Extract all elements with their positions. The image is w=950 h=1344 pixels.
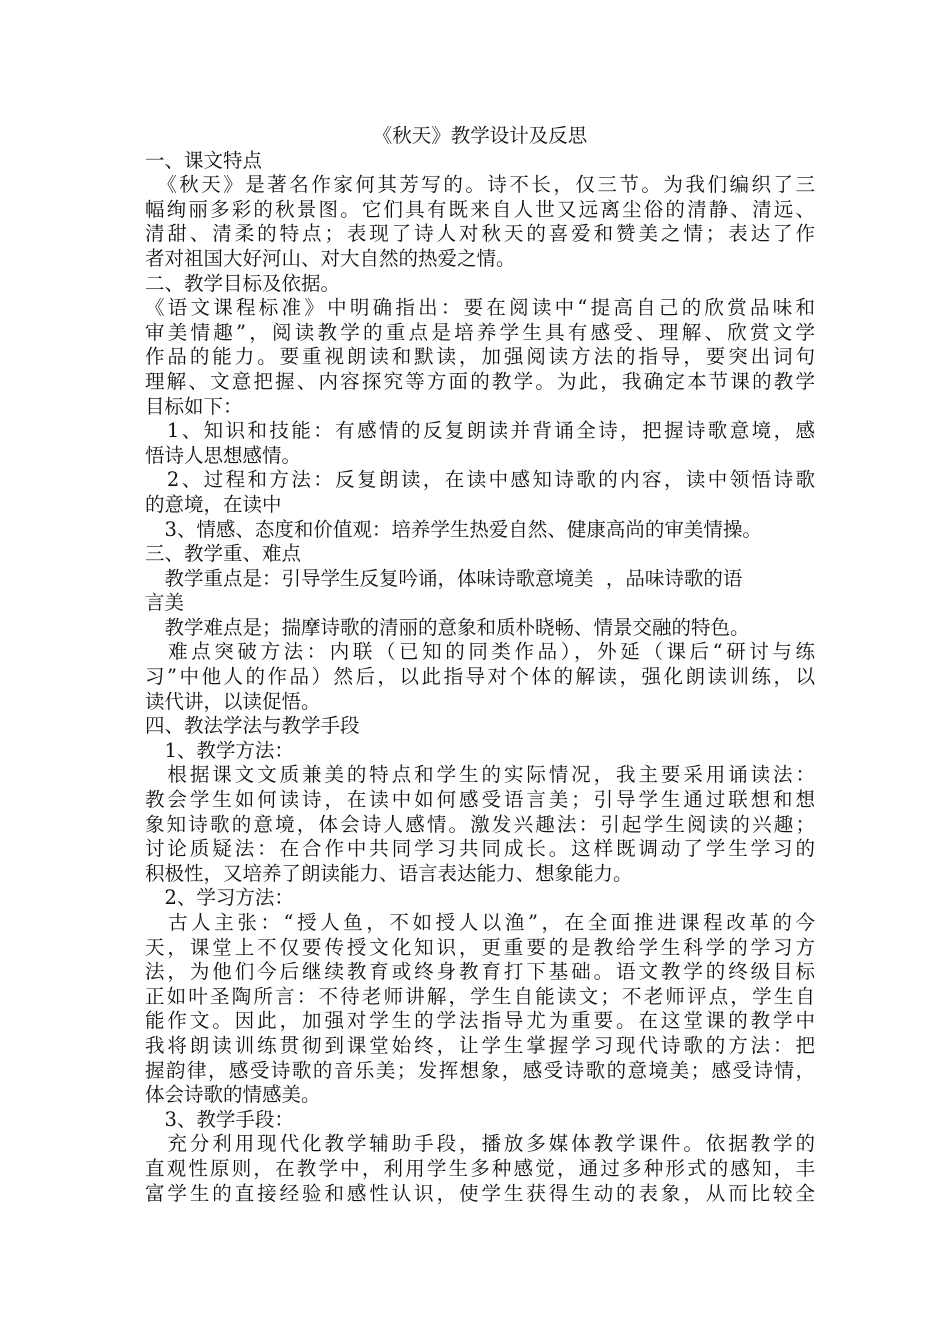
text-line: 古人主张：“授人鱼，不如授人以渔”，在全面推进课程改革的今 <box>145 911 815 934</box>
text-line: 目标如下： <box>145 394 243 418</box>
text-line: 根据课文文质兼美的特点和学生的实际情况，我主要采用诵读法： <box>145 763 815 787</box>
text-line: 四、教法学法与教学手段 <box>145 714 360 738</box>
text-line: 审美情趣”，阅读教学的重点是培养学生具有感受、理解、欣赏文学 <box>145 320 815 344</box>
text-line: 理解、文意把握、内容探究等方面的教学。为此，我确定本节课的教学 <box>145 369 815 393</box>
text-line: 充分利用现代化教学辅助手段，播放多媒体教学课件。依据教学的 <box>145 1132 815 1156</box>
text-line: 正如叶圣陶所言：不待老师讲解，学生自能读文；不老师评点，学生自 <box>145 984 815 1008</box>
text-line: 3、教学手段： <box>145 1107 294 1131</box>
text-line: 读代讲，以读促悟。 <box>145 689 321 713</box>
text-line: 2、过程和方法：反复朗读，在读中感知诗歌的内容，读中领悟诗歌 <box>145 468 815 492</box>
text-line: 富学生的直接经验和感性认识，使学生获得生动的表象，从而比较全 <box>145 1181 815 1205</box>
text-line: 言美 <box>145 591 185 615</box>
text-line: 象知诗歌的意境，体会诗人感情。激发兴趣法：引起学生阅读的兴趣； <box>145 812 815 836</box>
text-line: 天，课堂上不仅要传授文化知识，更重要的是教给学生科学的学习方 <box>145 935 815 959</box>
text-line: 1、教学方法： <box>145 738 294 762</box>
document-title: 《秋天》教学设计及反思 <box>372 124 588 147</box>
text-line: 体会诗歌的情感美。 <box>145 1083 321 1107</box>
text-line: 讨论质疑法：在合作中共同学习共同成长。这样既调动了学生学习的 <box>145 837 815 861</box>
text-line: 教学重点是：引导学生反复吟诵，体味诗歌意境美 ，品味诗歌的语 <box>145 566 743 590</box>
text-line: 教会学生如何读诗，在读中如何感受语言美；引导学生通过联想和想 <box>145 788 815 812</box>
text-line: 我将朗读训练贯彻到课堂始终，让学生掌握学习现代诗歌的方法：把 <box>145 1033 815 1057</box>
text-line: 一、课文特点 <box>145 148 263 172</box>
text-line: 教学难点是；揣摩诗歌的清丽的意象和质朴晓畅、情景交融的特色。 <box>145 615 750 639</box>
document-body <box>145 124 815 1206</box>
text-line: 法，为他们今后继续教育或终身教育打下基础。语文教学的终级目标 <box>145 960 815 984</box>
text-line: 悟诗人思想感情。 <box>145 443 302 467</box>
text-line: 能作文。因此，加强对学生的学法指导尤为重要。在这堂课的教学中 <box>145 1009 815 1033</box>
text-line: 者对祖国大好河山、对大自然的热爱之情。 <box>145 246 516 270</box>
text-line: 三、教学重、难点 <box>145 542 302 566</box>
text-line: 握韵律，感受诗歌的音乐美；发挥想象，感受诗歌的意境美；感受诗情， <box>145 1058 815 1082</box>
text-line: 《语文课程标准》中明确指出：要在阅读中“提高自己的欣赏品味和 <box>145 296 815 320</box>
document-text <box>145 149 815 1207</box>
text-line: 直观性原则，在教学中，利用学生多种感觉，通过多种形式的感知，丰 <box>145 1156 815 1180</box>
text-line: 3、情感、态度和价值观：培养学生热爱自然、健康高尚的审美情操。 <box>145 517 762 541</box>
text-line: 的意境，在读中 <box>145 492 282 516</box>
text-line: 难点突破方法：内联（已知的同类作品），外延（课后“研讨与练 <box>145 640 815 664</box>
text-line: 习”中他人的作品）然后，以此指导对个体的解读，强化朗读训练，以 <box>145 665 815 689</box>
text-line: 《秋天》是著名作家何其芳写的。诗不长，仅三节。为我们编织了三 <box>145 173 815 197</box>
text-line: 2、学习方法： <box>145 886 294 910</box>
text-line: 积极性，又培养了朗读能力、语言表达能力、想象能力。 <box>145 861 633 885</box>
text-line: 1、知识和技能：有感情的反复朗读并背诵全诗，把握诗歌意境，感 <box>145 419 815 443</box>
text-line: 作品的能力。要重视朗读和默读，加强阅读方法的指导，要突出词句 <box>145 345 815 369</box>
text-line: 清甜、清柔的特点；表现了诗人对秋天的喜爱和赞美之情；表达了作 <box>145 222 815 246</box>
text-line: 二、教学目标及依据。 <box>145 271 341 295</box>
text-line: 幅绚丽多彩的秋景图。它们具有既来自人世又远离尘俗的清静、清远、 <box>145 197 815 221</box>
